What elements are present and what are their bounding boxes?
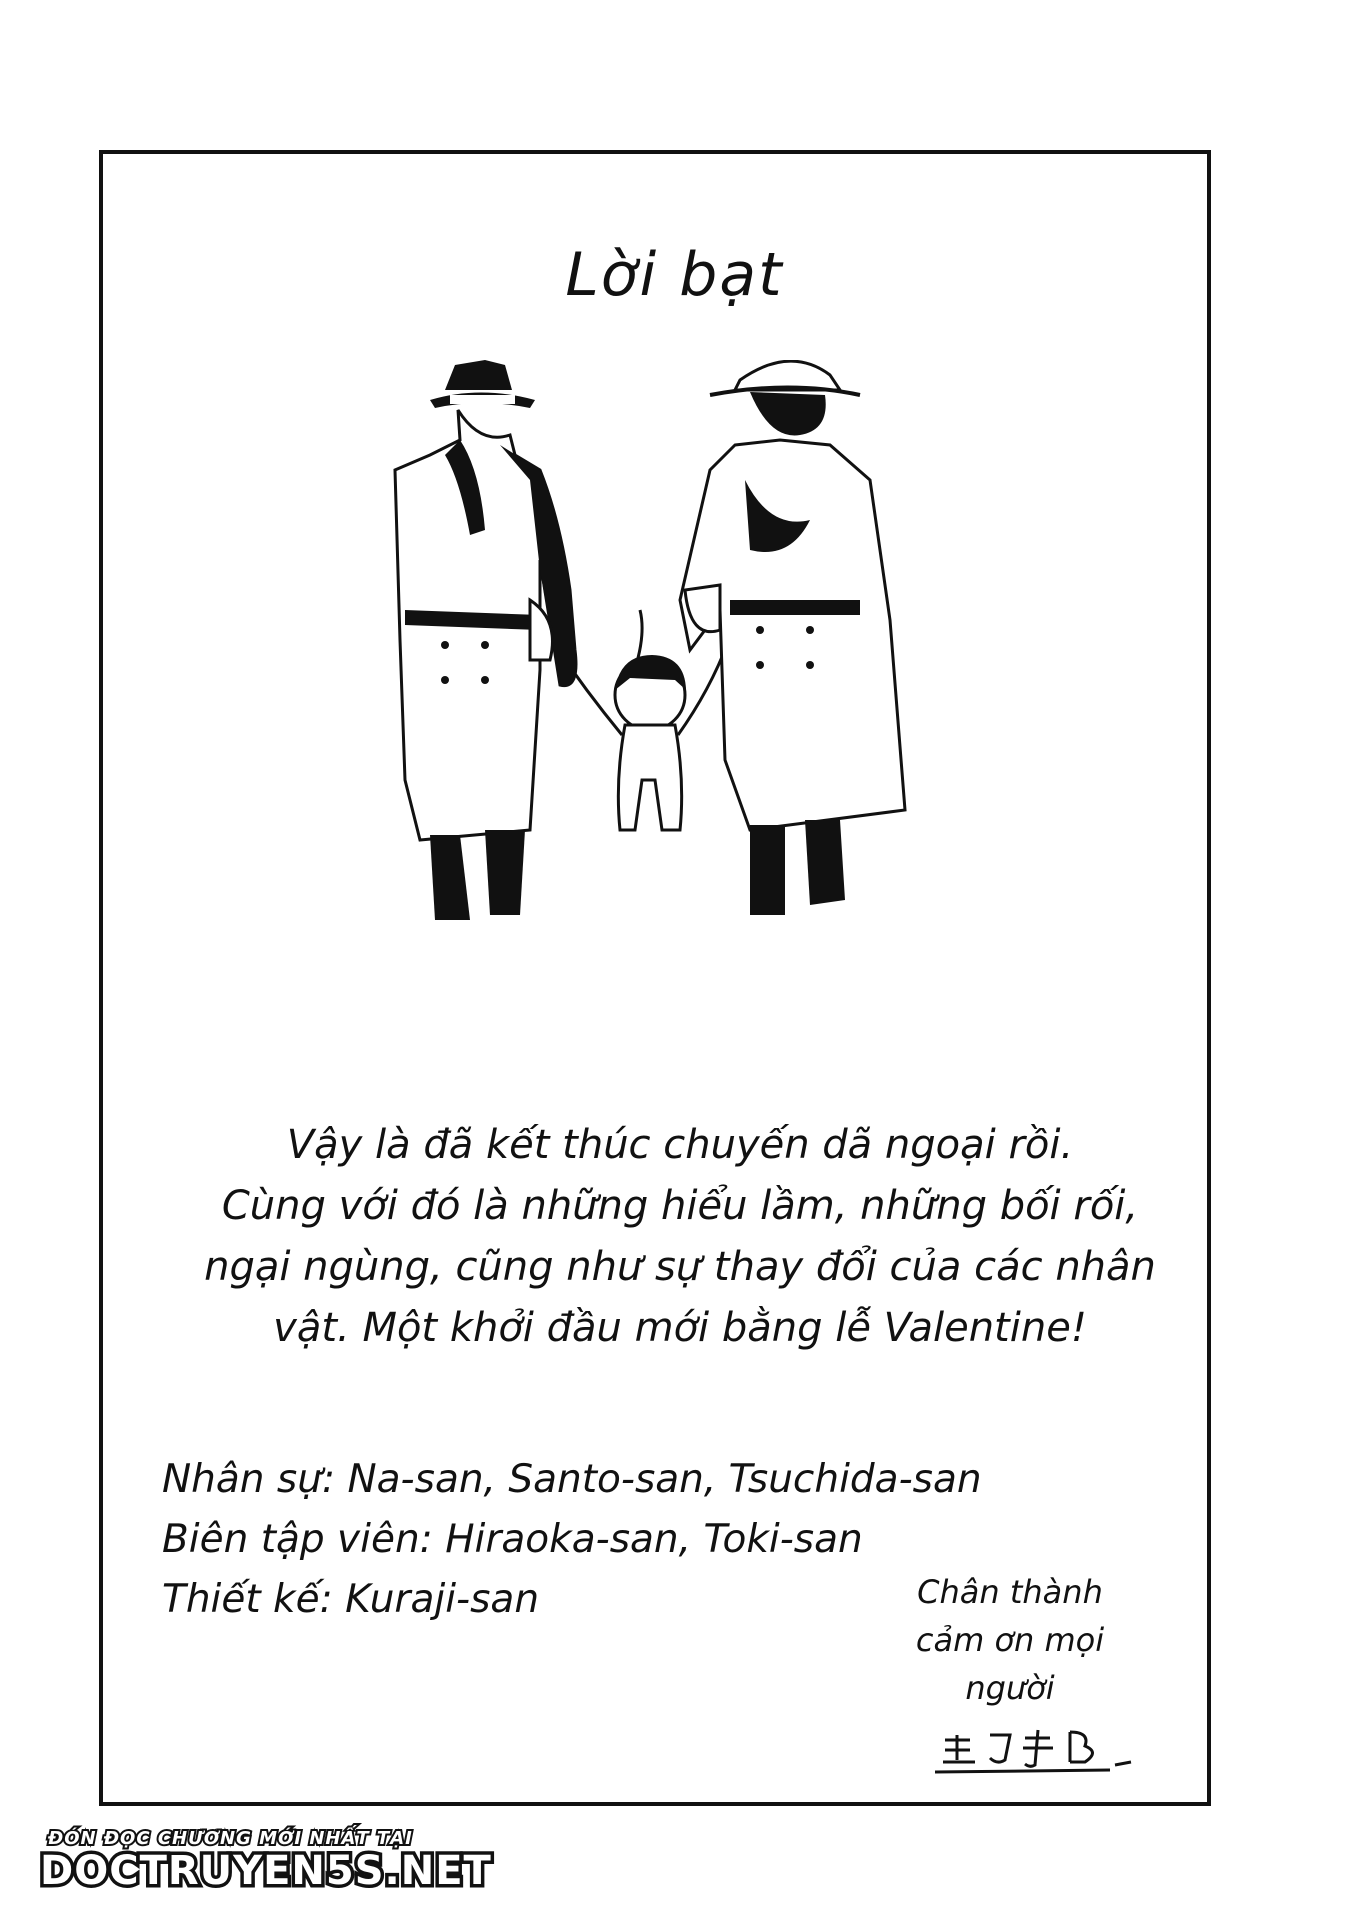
thanks-line: Chân thành — [917, 1573, 1103, 1611]
credit-editors: Biên tập viên: Hiraoka-san, Toki-san — [162, 1517, 863, 1562]
credits-list — [162, 1450, 982, 1630]
left-man-figure — [395, 360, 576, 920]
author-signature — [935, 1720, 1135, 1780]
page-title: Lời bạt — [565, 240, 784, 310]
watermark-site: DOCTRUYEN5S.NET — [40, 1848, 492, 1894]
thanks-line: cảm ơn mọi — [915, 1621, 1105, 1659]
afterword-message — [160, 1115, 1200, 1359]
credit-design: Thiết kế: Kuraji-san — [162, 1577, 540, 1622]
message-line: vật. Một khởi đầu mới bằng lễ Valentine! — [273, 1305, 1087, 1351]
credit-staff: Nhân sự: Na-san, Santo-san, Tsuchida-san — [162, 1457, 982, 1502]
thanks-note — [880, 1568, 1140, 1712]
thanks-line: người — [965, 1669, 1055, 1707]
message-line: ngại ngùng, cũng như sự thay đổi của các nhân — [204, 1244, 1156, 1290]
watermark — [40, 1828, 492, 1908]
message-line: Cùng với đó là những hiểu lầm, những bối rối, — [221, 1183, 1139, 1229]
watermark-tagline: ĐÓN ĐỌC CHƯƠNG MỚI NHẤT TẠI — [48, 1828, 413, 1849]
message-line: Vậy là đã kết thúc chuyến dã ngoại rồi. — [286, 1122, 1074, 1168]
right-man-figure — [680, 361, 905, 915]
three-figures-illustration — [390, 360, 990, 1090]
child-figure — [555, 610, 728, 830]
